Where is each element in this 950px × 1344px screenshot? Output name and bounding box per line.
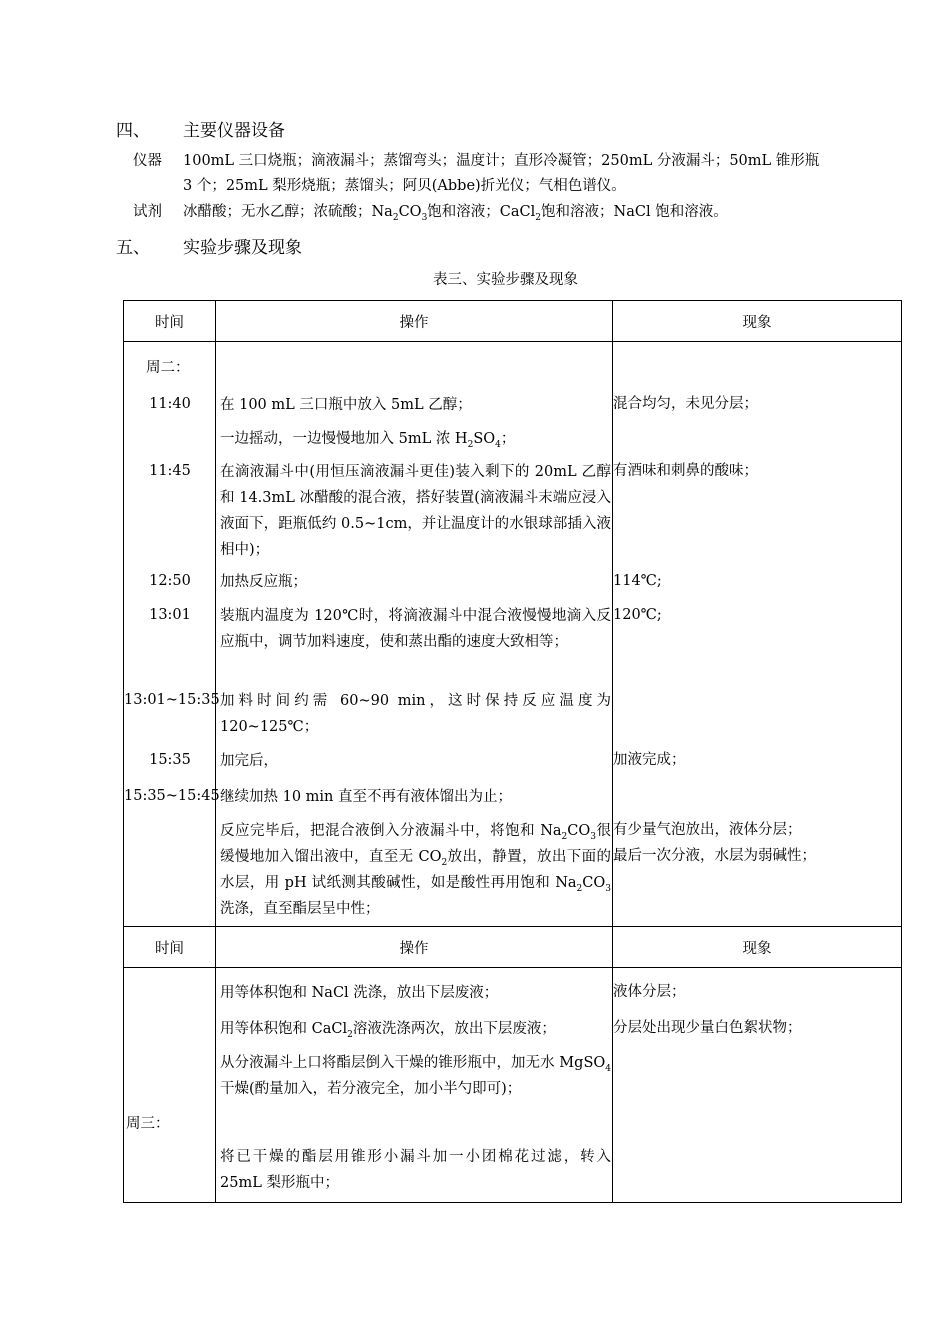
section-5-number: 五、: [116, 238, 150, 258]
section-4-title: 主要仪器设备: [183, 121, 285, 141]
operation-step-5: 装瓶内温度为 120℃时，将滴液漏斗中混合液慢慢地滴入反应瓶中，调节加料速度，使和蒸出酯的速度大致相等；: [220, 608, 611, 650]
time-1140: 11:40: [149, 396, 191, 412]
operation-step-10: 用等体积饱和 NaCl 洗涤，放出下层废液；: [220, 985, 499, 1001]
phenomenon-4: 114℃;: [613, 573, 662, 589]
time-1250: 12:50: [149, 573, 191, 589]
time-1535-1545: 15:35~15:45: [124, 788, 220, 804]
operation-step-2: 一边摇动，一边慢慢地加入 5mL 浓 $H_2SO_4$；: [220, 431, 516, 450]
phenomenon-10: 液体分层；: [613, 984, 686, 1000]
time-1301: 13:01: [149, 607, 191, 623]
phenomenon-9-line-2: 最后一次分液，水层为弱碱性；: [613, 848, 816, 864]
operation-step-1: 在 100 mL 三口瓶中放入 5mL 乙醇；: [220, 397, 472, 413]
time-cell: [124, 342, 220, 927]
phenomenon-3: 有酒味和刺鼻的酸味；: [613, 463, 758, 479]
phenomenon-cell-2: [613, 968, 902, 1203]
reagents-line: 冰醋酸；无水乙醇；浓硫酸；$Na_2CO_3$饱和溶液；CaCl$_2$饱和溶液；NaCl 饱和溶液。: [183, 204, 728, 223]
phenomenon-7: 加液完成；: [613, 752, 686, 768]
steps-table: [123, 300, 902, 1203]
instruments-line-1: 100mL 三口烧瓶；滴液漏斗；蒸馏弯头；温度计；直形冷凝管；250mL 分液漏斗；50mL 锥形瓶: [183, 153, 820, 169]
instruments-line-2: 3 个；25mL 梨形烧瓶；蒸馏头；阿贝(Abbe)折光仪；气相色谱仪。: [183, 178, 626, 194]
time-1301-1535: 13:01~15:35: [124, 692, 220, 708]
operation-step-9: 反应完毕后，把混合液倒入分液漏斗中，将饱和 $Na_2CO_3$很缓慢地加入馏出液中，直至无 $CO_2$放出，静置，放出下面的水层，用 pH 试纸测其酸碱性，如是酸性再用饱和 $Na_2CO_3$洗涤，直至酯层呈中性；: [220, 823, 612, 917]
header-phenomenon: 现象: [613, 301, 902, 342]
table-row: [124, 968, 902, 1203]
operation-step-13: 将已干燥的酯层用锥形小漏斗加一小团棉花过滤，转入 25mL 梨形瓶中；: [220, 1149, 611, 1191]
table-header-row: [124, 301, 902, 342]
operation-cell: [216, 342, 613, 927]
table-header-row-2: [124, 927, 902, 968]
section-4-number: 四、: [116, 121, 150, 141]
operation-step-8: 继续加热 10 min 直至不再有液体馏出为止；: [220, 789, 513, 805]
header-time: 时间: [124, 301, 216, 342]
phenomenon-9-line-1: 有少量气泡放出，液体分层；: [613, 822, 802, 838]
operation-step-3: 在滴液漏斗中(用恒压滴液漏斗更佳)装入剩下的 20mL 乙醇和 14.3mL 冰醋酸的混合液，搭好装置(滴液漏斗末端应浸入液面下，距瓶低约 0.5~1cm，并让温度计的水银球部插入液相中)；: [220, 464, 611, 558]
instruments-label: 仪器: [133, 153, 162, 169]
day-label: 周二：: [146, 360, 190, 376]
header-phenomenon-2: 现象: [613, 927, 902, 968]
phenomenon-1: 混合均匀，未见分层；: [613, 396, 758, 412]
operation-step-7: 加完后，: [220, 753, 278, 769]
operation-step-11: 用等体积饱和 CaCl$_2$溶液洗涤两次，放出下层废液；: [220, 1021, 556, 1040]
table-row: [124, 342, 902, 927]
time-1535: 15:35: [149, 752, 191, 768]
phenomenon-5: 120℃;: [613, 607, 662, 623]
operation-cell-2: [216, 968, 613, 1203]
time-1145: 11:45: [149, 463, 191, 479]
phenomenon-cell: [613, 342, 902, 927]
section-5-title: 实验步骤及现象: [183, 238, 302, 258]
time-cell-2: [124, 968, 216, 1203]
reagents-label: 试剂: [133, 204, 162, 220]
operation-step-12: 从分液漏斗上口将酯层倒入干燥的锥形瓶中，加无水 MgSO$_4$干燥(酌量加入，若分液完全，加小半勺即可)；: [220, 1055, 611, 1097]
operation-step-6: 加料时间约需 60~90 min，这时保持反应温度为 120~125℃；: [220, 693, 611, 735]
header-operation-2: 操作: [216, 927, 613, 968]
day-label-2: 周三：: [126, 1116, 170, 1132]
operation-step-4: 加热反应瓶；: [220, 574, 307, 590]
phenomenon-11: 分层处出现少量白色絮状物；: [613, 1020, 802, 1036]
table-caption: 表三、实验步骤及现象: [433, 272, 578, 288]
header-time-2: 时间: [124, 927, 216, 968]
header-operation: 操作: [216, 301, 613, 342]
